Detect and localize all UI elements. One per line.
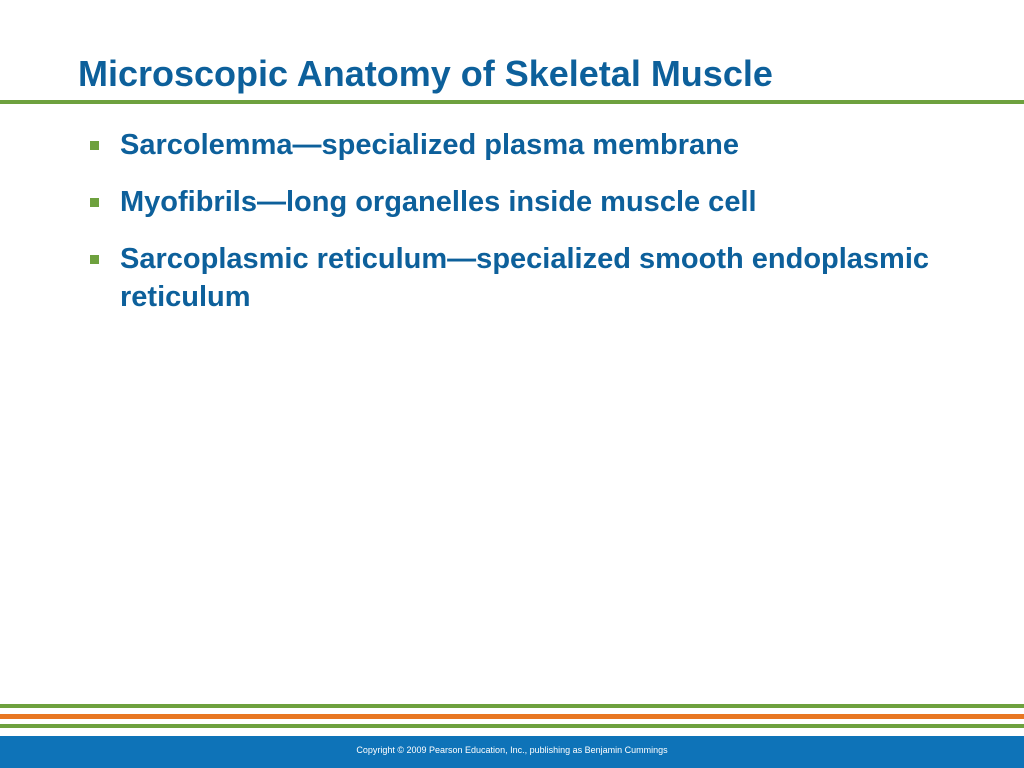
bullet-item-sarcolemma [90,126,990,164]
bullet-item-myofibrils [90,183,990,221]
square-bullet-icon [90,141,99,150]
bullet-text: Sarcoplasmic reticulum—specialized smooth endoplasmic reticulum [120,243,930,313]
footer-stripe-green-top [0,704,1024,708]
footer-stripes [0,704,1024,733]
title-underline [0,100,1024,104]
footer-stripe-green-bottom [0,724,1024,728]
square-bullet-icon [90,198,99,207]
footer-band [0,736,1024,768]
square-bullet-icon [90,255,99,264]
slide-title: Microscopic Anatomy of Skeletal Muscle [78,53,773,94]
bullet-text: Sarcolemma—specialized plasma membrane [120,129,739,161]
bullet-list [90,126,990,335]
bullet-item-sarcoplasmic-reticulum [90,240,990,316]
bullet-text: Myofibrils—long organelles inside muscle cell [120,186,757,218]
copyright-text: Copyright © 2009 Pearson Education, Inc., publishing as Benjamin Cummings [356,745,668,755]
footer-stripe-orange [0,714,1024,719]
